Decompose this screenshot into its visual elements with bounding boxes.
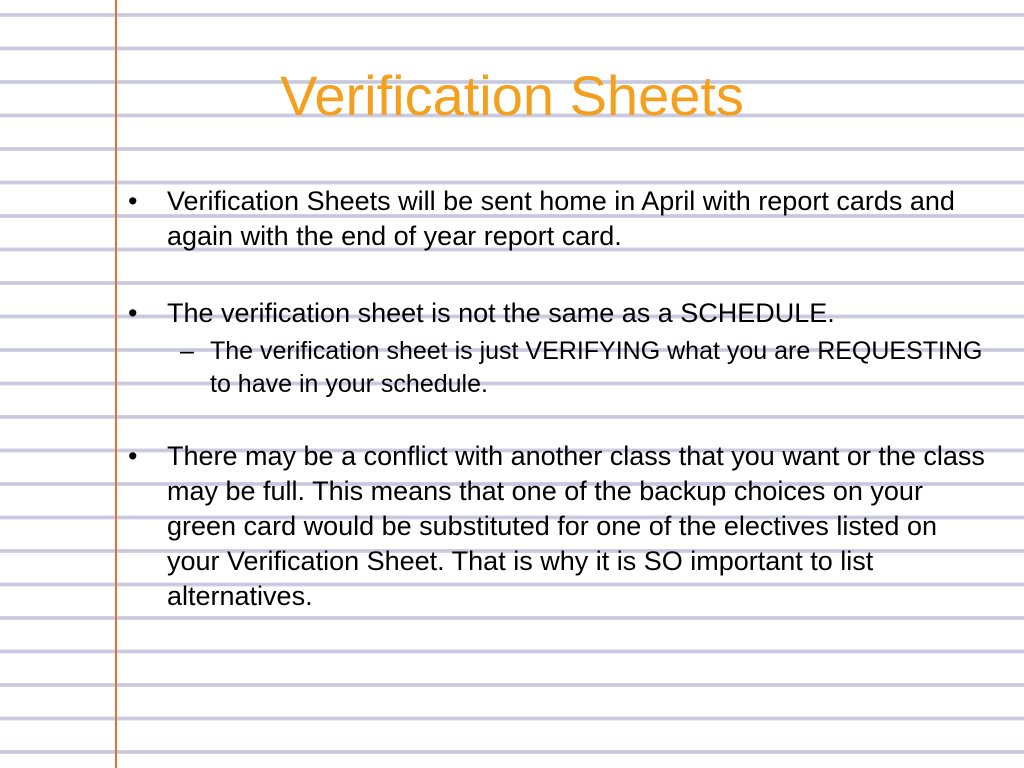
- bullet-marker: •: [128, 298, 138, 328]
- sub-bullet-item: [180, 335, 988, 401]
- bullet-item-3: [128, 439, 988, 614]
- bullet-text: Verification Sheets will be sent home in April with report cards and again with the end of year report card.: [167, 186, 955, 251]
- sub-bullet-marker: –: [180, 337, 194, 365]
- slide-title: Verification Sheets: [280, 64, 744, 127]
- bullet-item-2: [128, 296, 988, 331]
- bullet-text: There may be a conflict with another class that you want or the class may be full. This means that one of the backup choices on your green card would be substituted for one of the electives listed on your Verification Sheet. That is why it is SO important to list alternatives.: [167, 441, 985, 611]
- sub-bullet-text: The verification sheet is just VERIFYING what you are REQUESTING to have in your schedule.: [210, 337, 983, 398]
- bullet-marker: •: [128, 441, 138, 471]
- slide-body: [128, 184, 988, 614]
- bullet-marker: •: [128, 186, 138, 216]
- bullet-item-1: [128, 184, 988, 254]
- bullet-text: The verification sheet is not the same as a SCHEDULE.: [167, 298, 835, 328]
